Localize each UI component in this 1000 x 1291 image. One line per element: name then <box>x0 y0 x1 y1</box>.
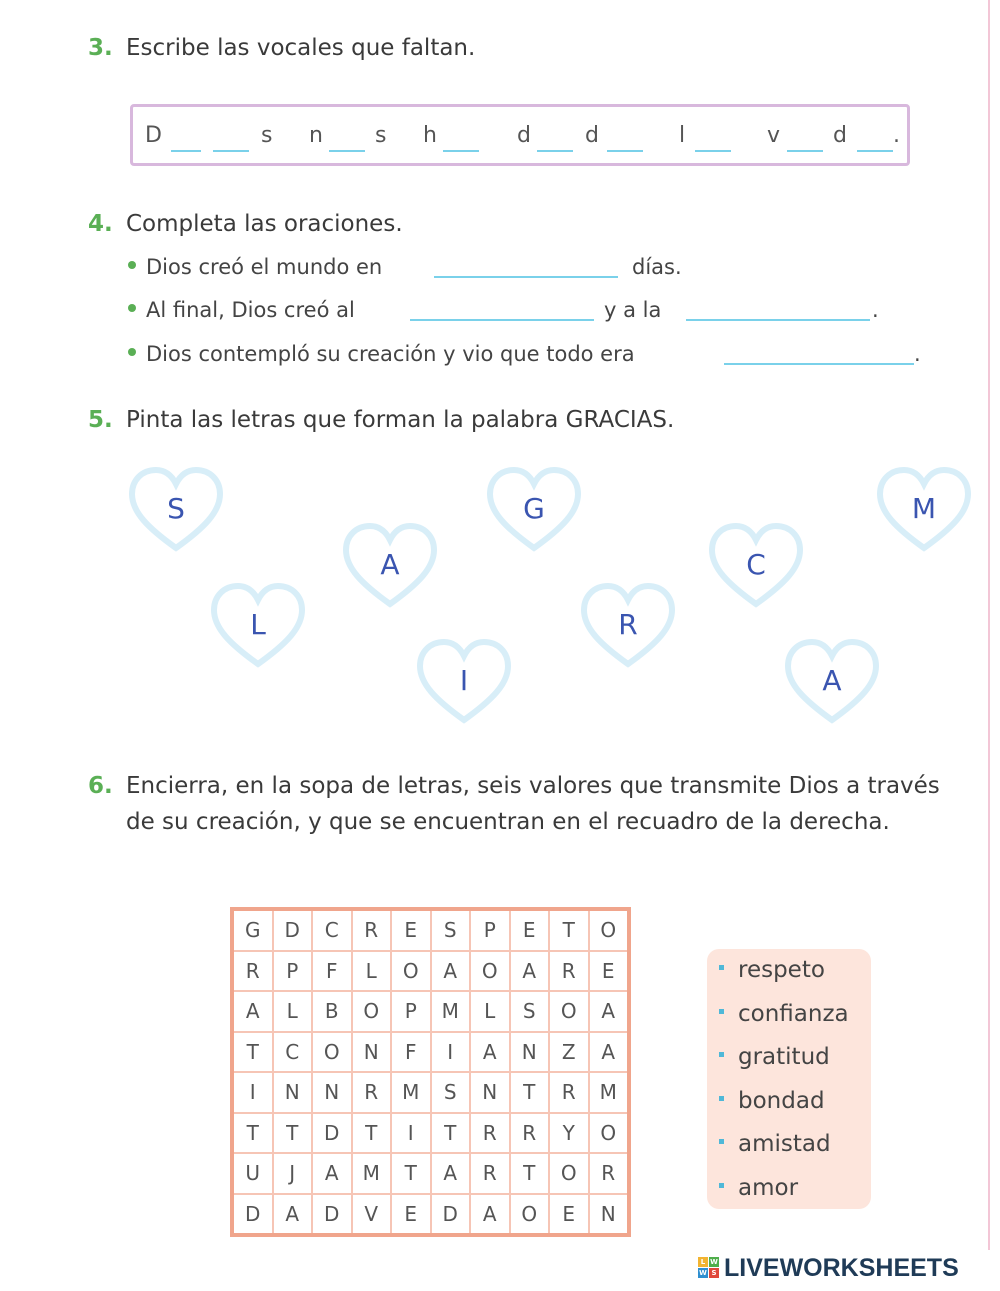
word-text: amistad <box>738 1131 831 1157</box>
letter-piece: . <box>893 123 900 148</box>
word-list-item <box>719 1001 849 1027</box>
word-text: amor <box>738 1174 799 1201</box>
grid-cell[interactable]: A <box>470 1194 510 1236</box>
bullet-dot <box>128 348 136 356</box>
grid-cell[interactable]: A <box>273 1194 313 1236</box>
grid-cell[interactable]: S <box>431 1072 471 1113</box>
grid-cell[interactable]: T <box>232 1113 273 1154</box>
grid-cell[interactable]: T <box>273 1113 313 1154</box>
grid-cell[interactable]: M <box>431 991 471 1032</box>
grid-cell[interactable]: L <box>470 991 510 1032</box>
grid-cell[interactable]: E <box>510 909 550 951</box>
vowel-exercise-box <box>130 104 910 166</box>
grid-cell[interactable]: S <box>431 909 471 951</box>
grid-cell[interactable]: L <box>273 991 313 1032</box>
grid-cell[interactable]: N <box>470 1072 510 1113</box>
grid-cell[interactable]: T <box>352 1113 392 1154</box>
grid-cell[interactable]: T <box>510 1072 550 1113</box>
word-search-grid <box>230 907 631 1237</box>
word-text: respeto <box>738 957 825 983</box>
brand-logo-icon: L W W S <box>699 1258 718 1277</box>
word-list-item <box>719 1175 798 1201</box>
heart-letter-text: A <box>380 548 400 581</box>
heart-letter[interactable] <box>486 466 582 556</box>
letter-piece: d <box>585 123 599 148</box>
question-text: Encierra, en la sopa de letras, seis valores que transmite Dios a través de su creación, y que se encuentran en el recuadro de la derecha. <box>126 773 940 835</box>
vowel-blank[interactable] <box>607 150 643 152</box>
heart-letter[interactable] <box>580 582 676 672</box>
grid-cell[interactable]: I <box>431 1032 471 1073</box>
grid-cell[interactable]: G <box>232 909 273 951</box>
grid-cell[interactable]: T <box>549 909 589 951</box>
grid-cell[interactable]: A <box>232 991 273 1032</box>
grid-cell[interactable]: N <box>273 1072 313 1113</box>
question-4 <box>88 206 403 242</box>
grid-cell[interactable]: N <box>510 1032 550 1073</box>
bullet-icon <box>719 1139 724 1144</box>
heart-letter[interactable] <box>210 582 306 672</box>
vowel-blank[interactable] <box>695 150 731 152</box>
grid-cell[interactable]: P <box>273 951 313 992</box>
word-text: confianza <box>738 1000 849 1027</box>
question-3 <box>88 30 475 66</box>
grid-cell[interactable]: D <box>312 1113 352 1154</box>
grid-cell[interactable]: A <box>589 1032 630 1073</box>
grid-cell[interactable]: A <box>312 1153 352 1194</box>
word-list-item <box>719 1044 830 1070</box>
grid-cell[interactable]: B <box>312 991 352 1032</box>
grid-cell[interactable]: N <box>312 1072 352 1113</box>
sentence-2-end <box>872 298 879 322</box>
letter-piece: D <box>145 123 162 148</box>
heart-letter-text: A <box>822 664 842 697</box>
grid-cell[interactable]: O <box>312 1032 352 1073</box>
heart-letter-text: S <box>167 492 185 525</box>
grid-row <box>232 951 629 992</box>
grid-cell[interactable]: D <box>273 909 313 951</box>
grid-cell[interactable]: N <box>352 1032 392 1073</box>
grid-cell[interactable]: E <box>589 951 630 992</box>
grid-row <box>232 991 629 1032</box>
grid-cell[interactable]: F <box>391 1032 431 1073</box>
grid-cell[interactable]: R <box>352 1072 392 1113</box>
letter-piece: d <box>833 123 847 148</box>
grid-row <box>232 1072 629 1113</box>
question-5 <box>88 402 674 438</box>
grid-cell[interactable]: O <box>589 909 630 951</box>
grid-cell[interactable]: C <box>312 909 352 951</box>
grid-cell[interactable]: R <box>549 951 589 992</box>
grid-cell[interactable]: A <box>510 951 550 992</box>
brand <box>698 1254 998 1284</box>
sentence-text: . <box>914 342 921 366</box>
vowel-blank[interactable] <box>171 150 201 152</box>
sentence-1-end <box>632 255 682 279</box>
heart-letter[interactable] <box>416 638 512 728</box>
grid-cell[interactable]: E <box>549 1194 589 1236</box>
grid-cell[interactable]: R <box>232 951 273 992</box>
letter-piece: d <box>517 123 531 148</box>
bullet-dot <box>128 261 136 269</box>
heart-letter-text: C <box>746 548 766 581</box>
question-number: 6. <box>88 773 113 799</box>
grid-cell[interactable]: F <box>312 951 352 992</box>
vowel-blank[interactable] <box>443 150 479 152</box>
answer-blank[interactable] <box>434 276 618 278</box>
grid-cell[interactable]: A <box>589 991 630 1032</box>
grid-cell[interactable]: P <box>470 909 510 951</box>
question-number: 4. <box>88 211 113 237</box>
word-list-item <box>719 1131 831 1157</box>
vowel-blank[interactable] <box>213 150 249 152</box>
heart-letter-text: L <box>250 608 266 641</box>
sentence-1 <box>128 255 382 279</box>
bullet-icon <box>719 1183 724 1188</box>
grid-cell[interactable]: M <box>589 1072 630 1113</box>
grid-cell[interactable]: V <box>352 1194 392 1236</box>
word-text: bondad <box>738 1087 825 1114</box>
sentence-text: . <box>872 298 879 322</box>
grid-cell[interactable]: O <box>589 1113 630 1154</box>
grid-cell[interactable]: A <box>431 951 471 992</box>
grid-cell[interactable]: O <box>549 1153 589 1194</box>
grid-cell[interactable]: J <box>273 1153 313 1194</box>
letter-piece: h <box>423 123 437 148</box>
sentence-3-end <box>914 342 921 366</box>
grid-cell[interactable]: R <box>549 1072 589 1113</box>
sentence-text: Dios creó el mundo en <box>146 255 383 279</box>
sentence-text: Al final, Dios creó al <box>146 298 355 322</box>
letter-piece: n <box>309 123 323 148</box>
letter-piece: s <box>261 123 273 148</box>
grid-row <box>232 909 629 951</box>
grid-cell[interactable]: O <box>470 951 510 992</box>
letter-piece: s <box>375 123 387 148</box>
page-margin-line <box>988 0 990 1250</box>
question-text: Escribe las vocales que faltan. <box>126 35 476 61</box>
word-list-item <box>719 1088 825 1114</box>
answer-blank[interactable] <box>410 319 594 321</box>
vowel-blank[interactable] <box>537 150 573 152</box>
vowel-blank[interactable] <box>329 150 365 152</box>
grid-cell[interactable]: T <box>431 1113 471 1154</box>
grid-cell[interactable]: N <box>589 1194 630 1236</box>
brand-name: LIVEWORKSHEETS <box>724 1254 959 1282</box>
bullet-icon <box>719 1096 724 1101</box>
question-text: Pinta las letras que forman la palabra GRACIAS. <box>126 407 675 433</box>
grid-row <box>232 1194 629 1236</box>
heart-letter-text: M <box>911 492 937 525</box>
grid-cell[interactable]: M <box>391 1072 431 1113</box>
grid-cell[interactable]: Z <box>549 1032 589 1073</box>
word-text: gratitud <box>738 1044 830 1070</box>
heart-letter-text: R <box>618 608 638 641</box>
sentence-2 <box>128 298 355 322</box>
grid-row <box>232 1113 629 1154</box>
grid-cell[interactable]: A <box>470 1032 510 1073</box>
sentence-3 <box>128 342 635 366</box>
grid-cell[interactable]: O <box>352 991 392 1032</box>
grid-cell[interactable]: I <box>232 1072 273 1113</box>
grid-cell[interactable]: D <box>312 1194 352 1236</box>
vowel-blank[interactable] <box>857 150 893 152</box>
word-list-item <box>719 957 825 983</box>
heart-letter-text: G <box>523 492 545 525</box>
heart-letter[interactable] <box>784 638 880 728</box>
grid-cell[interactable]: P <box>391 991 431 1032</box>
question-text: Completa las oraciones. <box>126 211 403 237</box>
letter-piece: l <box>679 123 686 148</box>
grid-cell[interactable]: E <box>391 1194 431 1236</box>
heart-letter[interactable] <box>128 466 224 556</box>
grid-cell[interactable]: E <box>391 909 431 951</box>
heart-letter-text: I <box>459 664 469 697</box>
bullet-icon <box>719 1052 724 1057</box>
grid-cell[interactable]: T <box>391 1153 431 1194</box>
grid-cell[interactable]: A <box>431 1153 471 1194</box>
bullet-dot <box>128 304 136 312</box>
grid-cell[interactable]: R <box>470 1153 510 1194</box>
grid-cell[interactable]: Y <box>549 1113 589 1154</box>
grid-cell[interactable]: R <box>352 909 392 951</box>
heart-letter[interactable] <box>708 522 804 612</box>
sentence-text: Dios contempló su creación y vio que todo era <box>146 342 635 366</box>
sentence-2-mid <box>604 298 661 322</box>
question-number: 3. <box>88 35 113 61</box>
grid-cell[interactable]: O <box>549 991 589 1032</box>
grid-cell[interactable]: R <box>589 1153 630 1194</box>
answer-blank[interactable] <box>724 363 914 365</box>
sentence-text: y a la <box>604 298 662 322</box>
question-number: 5. <box>88 407 113 433</box>
heart-letter[interactable] <box>876 466 972 556</box>
grid-cell[interactable]: S <box>510 991 550 1032</box>
grid-cell[interactable]: O <box>391 951 431 992</box>
sentence-text: días. <box>632 255 682 279</box>
grid-cell[interactable]: O <box>510 1194 550 1236</box>
grid-cell[interactable]: C <box>273 1032 313 1073</box>
question-6 <box>88 768 948 840</box>
grid-cell[interactable]: M <box>352 1153 392 1194</box>
grid-cell[interactable]: T <box>510 1153 550 1194</box>
bullet-icon <box>719 1009 724 1014</box>
grid-cell[interactable]: R <box>510 1113 550 1154</box>
bullet-icon <box>719 965 724 970</box>
grid-cell[interactable]: U <box>232 1153 273 1194</box>
grid-cell[interactable]: D <box>232 1194 273 1236</box>
word-list-box <box>707 949 871 1209</box>
grid-cell[interactable]: I <box>391 1113 431 1154</box>
grid-row <box>232 1032 629 1073</box>
grid-cell[interactable]: D <box>431 1194 471 1236</box>
answer-blank[interactable] <box>686 319 870 321</box>
heart-letter[interactable] <box>342 522 438 612</box>
letter-piece: v <box>767 123 781 148</box>
grid-cell[interactable]: T <box>232 1032 273 1073</box>
vowel-blank[interactable] <box>787 150 823 152</box>
grid-row <box>232 1153 629 1194</box>
grid-cell[interactable]: L <box>352 951 392 992</box>
grid-cell[interactable]: R <box>470 1113 510 1154</box>
